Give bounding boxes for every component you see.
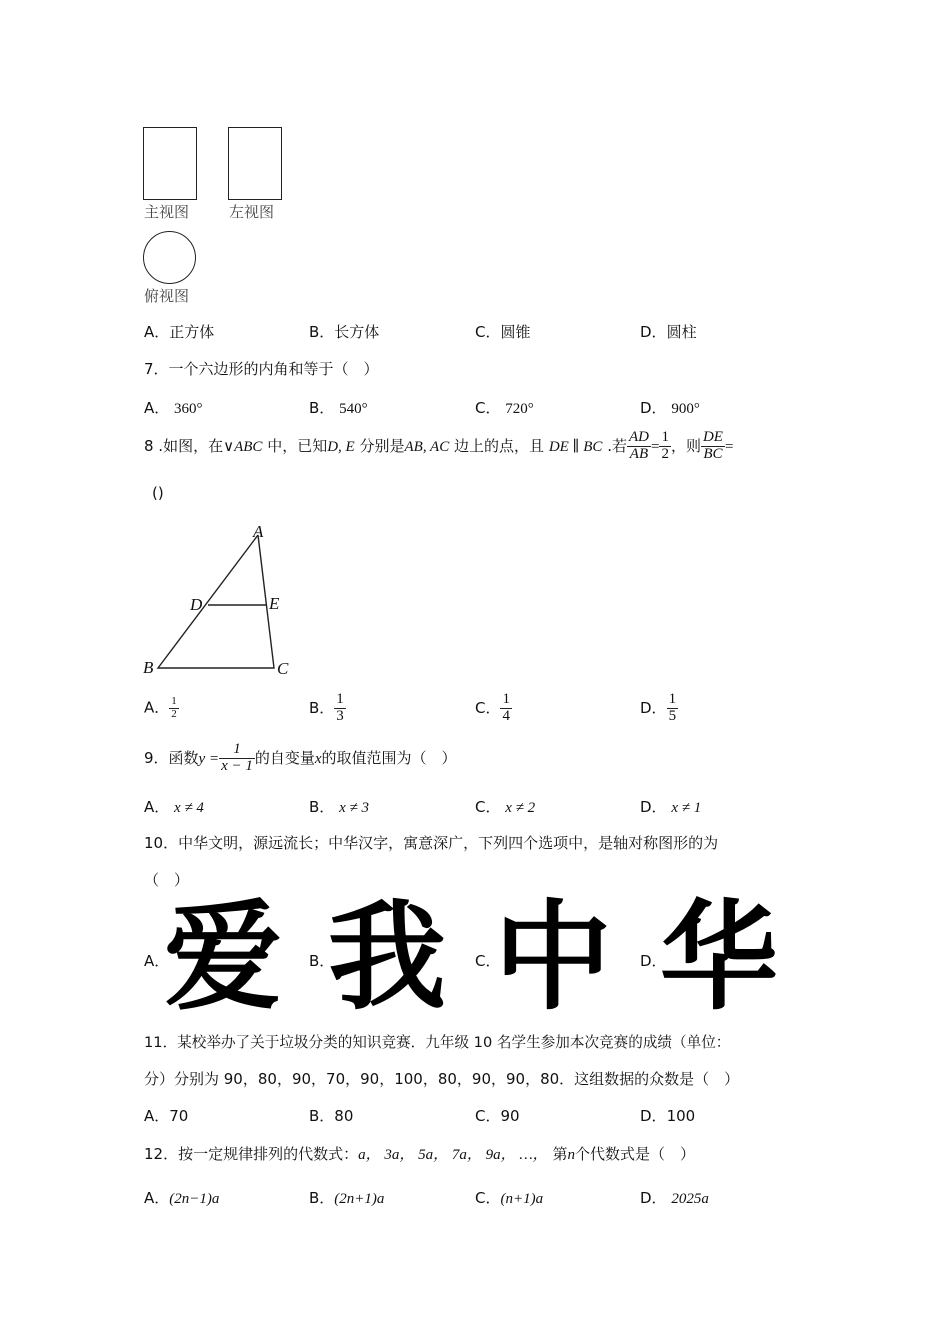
q11-stem-line1: 11．某校举办了关于垃圾分类的知识竞赛．九年级 10 名学生参加本次竞赛的成绩（单位： — [144, 1034, 731, 1051]
q8-option-c[interactable]: C． $\frac{1}{4}$ — [475, 691, 510, 724]
character-hua: 华 — [660, 888, 779, 1026]
q11-option-c[interactable]: C．90 — [475, 1107, 520, 1125]
q11-option-a[interactable]: A．70 — [144, 1107, 189, 1125]
q12-option-b[interactable]: B．(2n+1)a — [309, 1189, 385, 1207]
q7-option-c[interactable]: C． 720° — [475, 399, 534, 417]
q8-stem: 8 .如图，在∨ABC 中，已知D, E 分别是AB, AC 边上的点，且 DE ∥ BC .若 $\frac{AD}{AB}$ = $\frac{1}{2}$ ，则 $\frac{DE}{BC}$ = — [144, 429, 734, 462]
label-c: C — [277, 659, 289, 678]
q8-option-b[interactable]: B． $\frac{1}{3}$ — [309, 691, 344, 724]
label-b: B — [143, 658, 154, 677]
q12-option-a[interactable]: A．(2n−1)a — [144, 1189, 220, 1207]
character-wo: 我 — [328, 888, 447, 1026]
top-view-circle — [143, 231, 196, 284]
front-view-rectangle — [143, 127, 197, 200]
q12-stem: 12．按一定规律排列的代数式：a， 3a， 5a， 7a， 9a， …， 第n个代数式是（ ） — [144, 1145, 695, 1163]
front-view-label: 主视图 — [144, 203, 190, 221]
triangle-figure — [138, 518, 298, 683]
fraction-one-over-x-minus-1: $\frac{1}{x - 1}$ — [221, 741, 253, 774]
q12-option-d[interactable]: D． 2025a — [640, 1189, 709, 1207]
q9-option-c[interactable]: C． x ≠ 2 — [475, 798, 536, 816]
q6-option-a[interactable]: A．正方体 — [144, 323, 215, 341]
q10-option-a-letter[interactable]: A． — [144, 952, 170, 970]
left-view-label: 左视图 — [229, 203, 275, 221]
q9-option-d[interactable]: D． x ≠ 1 — [640, 798, 702, 816]
triangle-outline — [158, 535, 274, 668]
q7-option-b[interactable]: B． 540° — [309, 399, 368, 417]
q8-option-a[interactable]: A． $\frac{1}{2}$ — [144, 695, 177, 720]
label-a: A — [253, 522, 264, 541]
fraction-one-half: $\frac{1}{2}$ — [661, 429, 669, 462]
top-view-label: 俯视图 — [144, 287, 190, 305]
q11-option-b[interactable]: B．80 — [309, 1107, 354, 1125]
q10-stem-line1: 10．中华文明，源远流长；中华汉字，寓意深广，下列四个选项中，是轴对称图形的为 — [144, 834, 719, 852]
q12-option-c[interactable]: C．(n+1)a — [475, 1189, 544, 1207]
q8-option-d[interactable]: D． $\frac{1}{5}$ — [640, 691, 677, 724]
label-e: E — [269, 594, 280, 613]
q11-option-d[interactable]: D．100 — [640, 1107, 696, 1125]
q10-option-d-letter[interactable]: D． — [640, 952, 667, 970]
q9-option-b[interactable]: B． x ≠ 3 — [309, 798, 369, 816]
q9-option-a[interactable]: A． x ≠ 4 — [144, 798, 204, 816]
character-zhong: 中 — [494, 888, 613, 1026]
left-view-rectangle — [228, 127, 282, 200]
label-d: D — [190, 595, 203, 614]
q7-option-d[interactable]: D． 900° — [640, 399, 700, 417]
q10-option-b-letter[interactable]: B． — [309, 952, 335, 970]
character-ai: 爱 — [164, 888, 283, 1026]
q10-option-c-letter[interactable]: C． — [475, 952, 501, 970]
q6-option-c[interactable]: C．圆锥 — [475, 323, 531, 341]
q7-stem: 7．一个六边形的内角和等于（ ） — [144, 360, 379, 378]
q7-option-a[interactable]: A． 360° — [144, 399, 203, 417]
triangle-symbol: ∨ — [223, 436, 235, 455]
q9-stem: 9．函数y = $\frac{1}{x - 1}$ 的自变量x的取值范围为（ ） — [144, 741, 457, 774]
fraction-de-bc: $\frac{DE}{BC}$ — [702, 429, 723, 462]
q8-paren: () — [152, 484, 164, 502]
q6-option-d[interactable]: D．圆柱 — [640, 323, 697, 341]
q6-option-b[interactable]: B．长方体 — [309, 323, 380, 341]
q11-stem-line2: 分）分别为 90，80，90，70，90，100，80，90，90，80．这组数据的众数是（ ） — [144, 1070, 740, 1088]
q10-stem-line2: （ ） — [144, 871, 190, 889]
fraction-ad-ab: $\frac{AD}{AB}$ — [628, 429, 649, 462]
